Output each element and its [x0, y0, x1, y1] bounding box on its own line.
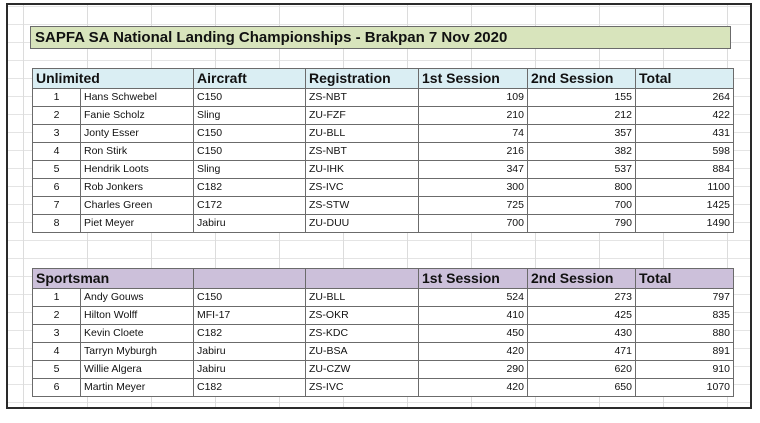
total-cell[interactable]: 422 — [636, 107, 734, 125]
session1-column-header[interactable]: 1st Session — [419, 269, 528, 289]
registration-cell[interactable]: ZS-NBT — [306, 143, 419, 161]
pilot-name-cell[interactable]: Hilton Wolff — [81, 307, 194, 325]
total-cell[interactable]: 884 — [636, 161, 734, 179]
registration-cell[interactable]: ZU-BLL — [306, 125, 419, 143]
aircraft-cell[interactable]: Jabiru — [194, 215, 306, 233]
spreadsheet-frame — [6, 3, 752, 409]
session2-cell[interactable]: 273 — [528, 289, 636, 307]
table-row — [33, 197, 734, 215]
position-cell[interactable]: 1 — [33, 89, 81, 107]
pilot-name-cell[interactable]: Willie Algera — [81, 361, 194, 379]
pilot-name-cell[interactable]: Jonty Esser — [81, 125, 194, 143]
table-row — [33, 161, 734, 179]
aircraft-cell[interactable]: C150 — [194, 89, 306, 107]
total-cell[interactable]: 891 — [636, 343, 734, 361]
table-row — [33, 125, 734, 143]
pilot-name-cell[interactable]: Andy Gouws — [81, 289, 194, 307]
session1-cell[interactable]: 450 — [419, 325, 528, 343]
total-column-header[interactable]: Total — [636, 69, 734, 89]
aircraft-cell[interactable]: C182 — [194, 325, 306, 343]
position-cell[interactable]: 5 — [33, 361, 81, 379]
table-row — [33, 379, 734, 397]
position-cell[interactable]: 2 — [33, 307, 81, 325]
registration-cell[interactable]: ZU-DUU — [306, 215, 419, 233]
sportsman-results-table — [32, 268, 734, 397]
total-cell[interactable]: 910 — [636, 361, 734, 379]
registration-cell[interactable]: ZU-FZF — [306, 107, 419, 125]
sportsman-class-header[interactable]: Sportsman — [33, 269, 194, 289]
session1-cell[interactable]: 74 — [419, 125, 528, 143]
total-cell[interactable]: 797 — [636, 289, 734, 307]
total-cell[interactable]: 835 — [636, 307, 734, 325]
table-row — [33, 215, 734, 233]
pilot-name-cell[interactable]: Charles Green — [81, 197, 194, 215]
session1-column-header[interactable]: 1st Session — [419, 69, 528, 89]
session1-cell[interactable]: 216 — [419, 143, 528, 161]
session1-cell[interactable]: 700 — [419, 215, 528, 233]
unlimited-class-header[interactable]: Unlimited — [33, 69, 194, 89]
aircraft-cell[interactable]: C182 — [194, 179, 306, 197]
aircraft-column-header[interactable] — [194, 269, 306, 289]
position-cell[interactable]: 7 — [33, 197, 81, 215]
position-cell[interactable]: 1 — [33, 289, 81, 307]
table-row — [33, 289, 734, 307]
session2-cell[interactable]: 537 — [528, 161, 636, 179]
unlimited-results-table — [32, 68, 734, 233]
table-row — [33, 325, 734, 343]
aircraft-cell[interactable]: Jabiru — [194, 343, 306, 361]
unlimited-header-row — [33, 69, 734, 89]
total-cell[interactable]: 1100 — [636, 179, 734, 197]
position-cell[interactable]: 8 — [33, 215, 81, 233]
session1-cell[interactable]: 524 — [419, 289, 528, 307]
total-cell[interactable]: 1425 — [636, 197, 734, 215]
total-cell[interactable]: 598 — [636, 143, 734, 161]
registration-cell[interactable]: ZS-STW — [306, 197, 419, 215]
total-cell[interactable]: 1490 — [636, 215, 734, 233]
aircraft-cell[interactable]: MFI-17 — [194, 307, 306, 325]
session2-cell[interactable]: 357 — [528, 125, 636, 143]
table-row — [33, 179, 734, 197]
table-row — [33, 361, 734, 379]
session1-cell[interactable]: 347 — [419, 161, 528, 179]
pilot-name-cell[interactable]: Hendrik Loots — [81, 161, 194, 179]
session1-cell[interactable]: 210 — [419, 107, 528, 125]
session2-column-header[interactable]: 2nd Session — [528, 69, 636, 89]
sportsman-header-row — [33, 269, 734, 289]
pilot-name-cell[interactable]: Rob Jonkers — [81, 179, 194, 197]
pilot-name-cell[interactable]: Piet Meyer — [81, 215, 194, 233]
position-cell[interactable]: 2 — [33, 107, 81, 125]
session1-cell[interactable]: 109 — [419, 89, 528, 107]
unlimited-table-body — [33, 89, 734, 233]
table-row — [33, 307, 734, 325]
registration-cell[interactable]: ZU-CZW — [306, 361, 419, 379]
registration-cell[interactable]: ZU-IHK — [306, 161, 419, 179]
registration-cell[interactable]: ZU-BLL — [306, 289, 419, 307]
session2-cell[interactable]: 650 — [528, 379, 636, 397]
total-cell[interactable]: 880 — [636, 325, 734, 343]
registration-column-header[interactable] — [306, 269, 419, 289]
pilot-name-cell[interactable]: Tarryn Myburgh — [81, 343, 194, 361]
registration-column-header[interactable]: Registration — [306, 69, 419, 89]
pilot-name-cell[interactable]: Martin Meyer — [81, 379, 194, 397]
total-column-header[interactable]: Total — [636, 269, 734, 289]
pilot-name-cell[interactable]: Fanie Scholz — [81, 107, 194, 125]
aircraft-column-header[interactable]: Aircraft — [194, 69, 306, 89]
session1-cell[interactable]: 410 — [419, 307, 528, 325]
registration-cell[interactable]: ZS-NBT — [306, 89, 419, 107]
position-cell[interactable]: 5 — [33, 161, 81, 179]
session2-cell[interactable]: 155 — [528, 89, 636, 107]
position-cell[interactable]: 4 — [33, 343, 81, 361]
registration-cell[interactable]: ZU-BSA — [306, 343, 419, 361]
session2-cell[interactable]: 800 — [528, 179, 636, 197]
aircraft-cell[interactable]: C150 — [194, 143, 306, 161]
session2-cell[interactable]: 430 — [528, 325, 636, 343]
session1-cell[interactable]: 725 — [419, 197, 528, 215]
session1-cell[interactable]: 290 — [419, 361, 528, 379]
session1-cell[interactable]: 420 — [419, 379, 528, 397]
position-cell[interactable]: 6 — [33, 179, 81, 197]
aircraft-cell[interactable]: C150 — [194, 125, 306, 143]
pilot-name-cell[interactable]: Hans Schwebel — [81, 89, 194, 107]
aircraft-cell[interactable]: C182 — [194, 379, 306, 397]
championship-title-cell[interactable]: SAPFA SA National Landing Championships - Brakpan 7 Nov 2020 — [30, 26, 731, 49]
position-cell[interactable]: 3 — [33, 325, 81, 343]
position-cell[interactable]: 4 — [33, 143, 81, 161]
registration-cell[interactable]: ZS-IVC — [306, 379, 419, 397]
aircraft-cell[interactable]: C150 — [194, 289, 306, 307]
session1-cell[interactable]: 420 — [419, 343, 528, 361]
aircraft-cell[interactable]: Sling — [194, 107, 306, 125]
table-row — [33, 343, 734, 361]
session2-column-header[interactable]: 2nd Session — [528, 269, 636, 289]
session2-cell[interactable]: 425 — [528, 307, 636, 325]
session2-cell[interactable]: 790 — [528, 215, 636, 233]
table-row — [33, 143, 734, 161]
table-row — [33, 107, 734, 125]
session1-cell[interactable]: 300 — [419, 179, 528, 197]
session2-cell[interactable]: 471 — [528, 343, 636, 361]
aircraft-cell[interactable]: C172 — [194, 197, 306, 215]
position-cell[interactable]: 6 — [33, 379, 81, 397]
total-cell[interactable]: 1070 — [636, 379, 734, 397]
total-cell[interactable]: 431 — [636, 125, 734, 143]
pilot-name-cell[interactable]: Ron Stirk — [81, 143, 194, 161]
session2-cell[interactable]: 382 — [528, 143, 636, 161]
registration-cell[interactable]: ZS-KDC — [306, 325, 419, 343]
registration-cell[interactable]: ZS-OKR — [306, 307, 419, 325]
table-row — [33, 89, 734, 107]
session2-cell[interactable]: 700 — [528, 197, 636, 215]
total-cell[interactable]: 264 — [636, 89, 734, 107]
session2-cell[interactable]: 620 — [528, 361, 636, 379]
pilot-name-cell[interactable]: Kevin Cloete — [81, 325, 194, 343]
aircraft-cell[interactable]: Jabiru — [194, 361, 306, 379]
session2-cell[interactable]: 212 — [528, 107, 636, 125]
sportsman-table-body — [33, 289, 734, 397]
aircraft-cell[interactable]: Sling — [194, 161, 306, 179]
registration-cell[interactable]: ZS-IVC — [306, 179, 419, 197]
position-cell[interactable]: 3 — [33, 125, 81, 143]
